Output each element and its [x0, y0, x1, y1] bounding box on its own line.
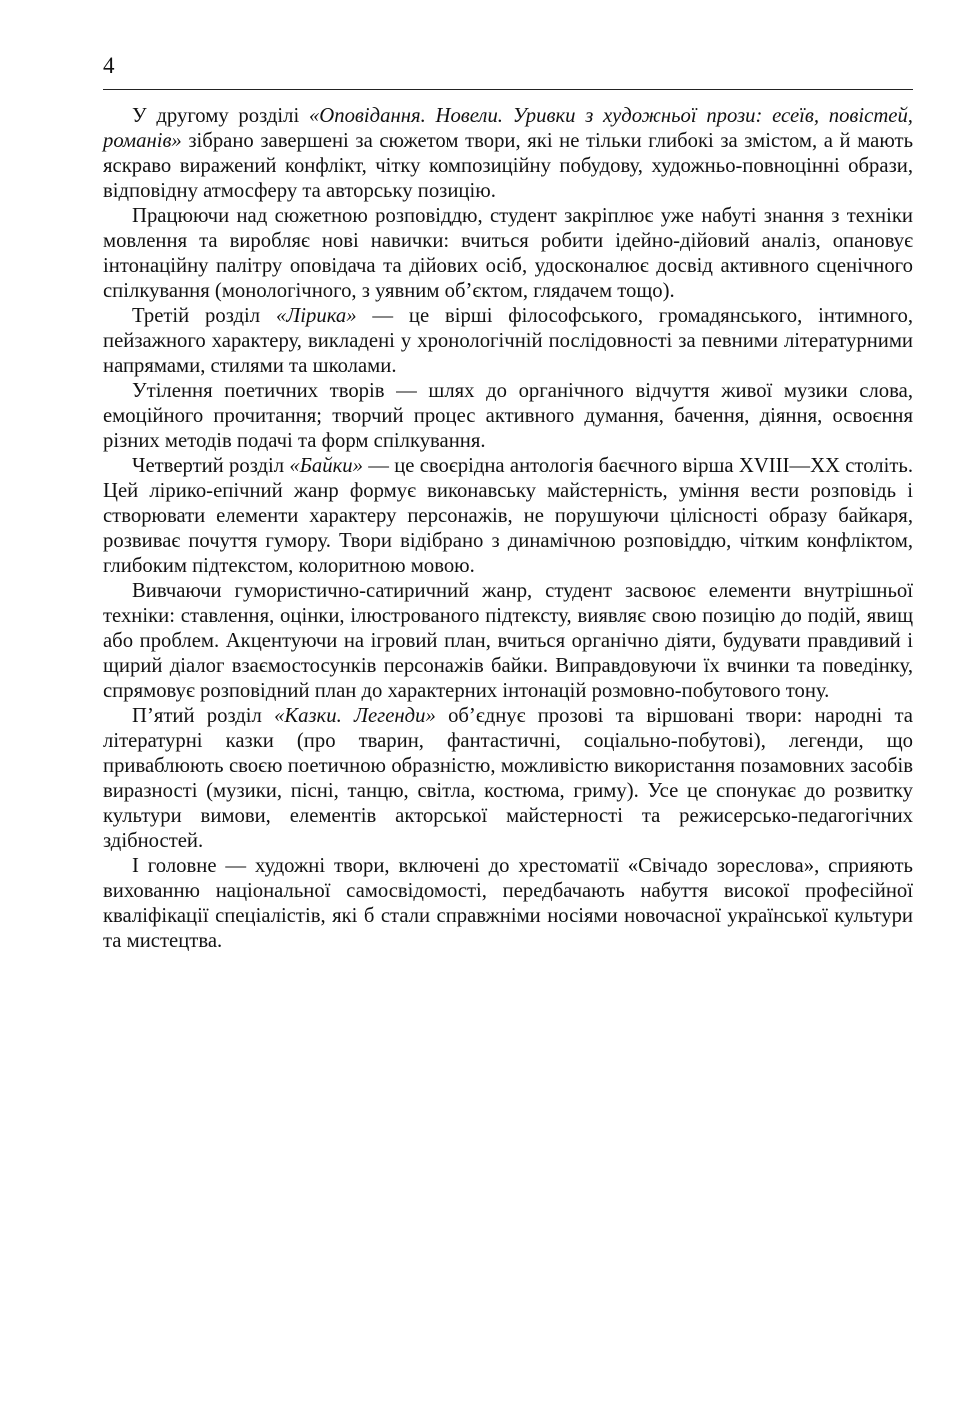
paragraph-poetry	[103, 379, 913, 454]
paragraph-text: Утілення поетичних творів — шлях до органічного відчуття живої музики слова, емоційного прочитання; творчий процес активного думання, бачення, діяння, освоєння різних методів подачі та форм спілкування.	[103, 380, 913, 452]
paragraph-text: У другому розділі	[132, 105, 309, 127]
paragraph-text: — це вірші філософського, громадянського, інтимного, пейзажного характеру, викладені у хронологічній послідовності за певними літературними напрямами, стилями та школами.	[103, 305, 913, 377]
paragraph-section-five	[103, 704, 913, 854]
section-title: «Байки»	[289, 455, 363, 477]
paragraph-satire	[103, 579, 913, 704]
section-title: «Лірика»	[275, 305, 357, 327]
paragraph-section-four	[103, 454, 913, 579]
paragraph-text: об’єднує прозові та віршовані твори: народні та літературні казки (про тварин, фантастичні, соціально-побутові), легенди, що приваблюють своєю поетичною образністю, можливістю використання позамовних засобів виразності (музики, пісні, танцю, світла, костюма, гриму). Усе це спонукає до розвитку культури вимови, елементів акторської майстерності та режисерсько-педагогічних здібностей.	[103, 705, 913, 852]
paragraph-text: Вивчаючи гумористично-сатиричний жанр, студент засвоює елементи внутрішньої техніки: ставлення, оцінки, ілюстрованого підтексту, виявляє свою позицію до подій, явищ або проблем. Акцентуючи на ігровий план, вчиться органічно діяти, будувати правдивий і щирий діалог взаємостосунків персонажів байки. Виправдовуючи їх вчинки та поведінку, спрямовує розповідний план до характерних інтонацій розмовно-побутового тону.	[103, 580, 913, 702]
header-rule	[103, 89, 913, 90]
section-title: «Казки. Легенди»	[274, 705, 436, 727]
section-title: «Оповідання. Новели. Уривки з художньої прози: есеїв, повістей, романів»	[103, 105, 913, 152]
page-number: 4	[103, 53, 115, 78]
paragraph-text: зібрано завершені за сюжетом твори, які не тільки глибокі за змістом, а й мають яскраво виражений конфлікт, чітку композиційну побудову, художньо-повноцінні образи, відповідну атмосферу та авторську позицію.	[103, 130, 913, 202]
body-text	[103, 104, 913, 954]
paragraph-section-two	[103, 104, 913, 204]
paragraph-text: П’ятий розділ	[132, 705, 275, 727]
paragraph-plot-narration	[103, 204, 913, 304]
paragraph-text: Працюючи над сюжетною розповіддю, студент закріплює уже набуті знання з техніки мовлення та виробляє нові навички: вчиться робити ідейно-дійовий аналіз, опановує інтонаційну палітру оповідача та дійових осіб, удосконалює досвід активного сценічного спілкування (монологічного, з уявним об’єктом, глядачем тощо).	[103, 205, 913, 302]
paragraph-text: І головне — художні твори, включені до хрестоматії «Свічадо зореслова», сприяють вихованню національної самосвідомості, передбачають набуття високої професійної кваліфікації спеціалістів, які б стали справжніми носіями новочасної української культури та мистецтва.	[103, 855, 913, 952]
paragraph-section-three	[103, 304, 913, 379]
paragraph-text: Третій розділ	[132, 305, 276, 327]
paragraph-conclusion	[103, 854, 913, 954]
paragraph-text: Четвертий розділ	[132, 455, 290, 477]
paragraph-text: — це своєрідна антологія баєчного вірша XVIII—XX століть. Цей лірико-епічний жанр формує виконавську майстерність, уміння вести розповідь і створювати елементи характеру персонажів, не порушуючи цілісності образу байкаря, розвиває почуття гумору. Твори відібрано з динамічною розповіддю, чітким конфліктом, глибоким підтекстом, колоритною мовою.	[103, 455, 913, 577]
